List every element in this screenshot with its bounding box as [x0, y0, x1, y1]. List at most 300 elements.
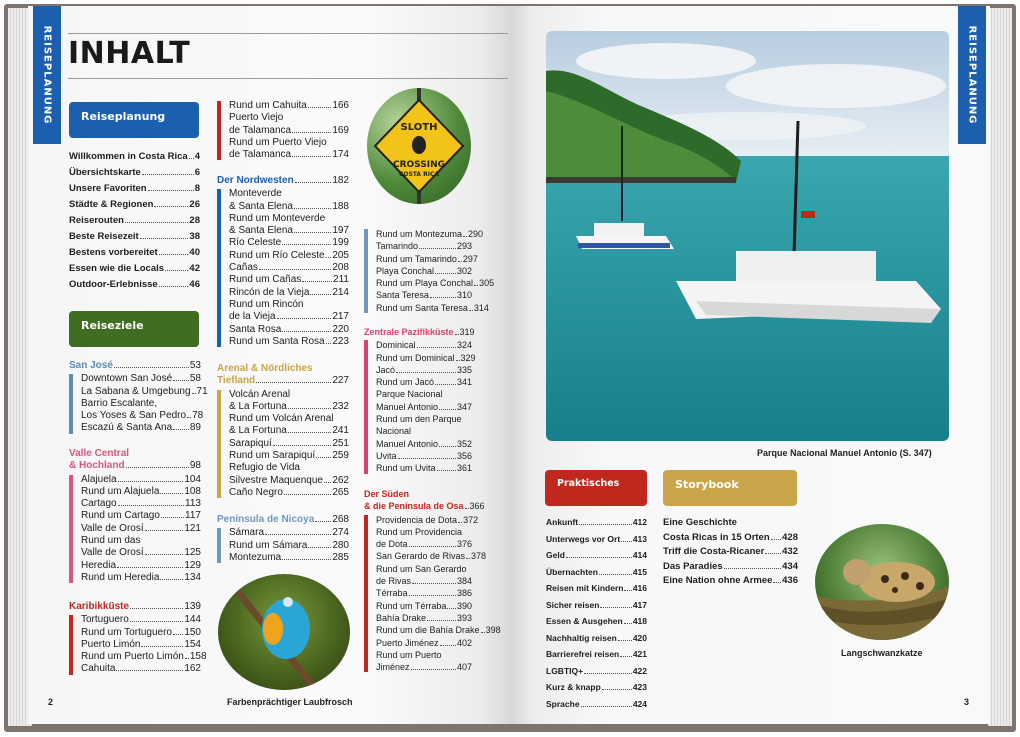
toc-entry[interactable]: [376, 450, 472, 462]
dot-leader: [259, 269, 331, 270]
toc-entry[interactable]: [81, 651, 207, 663]
dot-leader: [315, 521, 331, 522]
toc-entry-page: 324: [456, 340, 472, 351]
toc-region-heading[interactable]: [217, 363, 349, 375]
toc-entry[interactable]: [69, 245, 200, 261]
toc-entry[interactable]: [663, 531, 798, 546]
toc-entry[interactable]: [229, 225, 349, 237]
dot-leader: [427, 620, 456, 621]
toc-entry-page: 214: [332, 286, 349, 298]
toc-region-entries: [69, 614, 207, 675]
toc-region-page: 319: [459, 327, 475, 337]
toc-entry-page: 398: [485, 625, 501, 636]
toc-entry-title: Silvestre Maquenque: [229, 474, 323, 486]
toc-entry-title: Térraba: [376, 588, 408, 599]
toc-entry[interactable]: [81, 474, 201, 486]
toc-entry-title: Barrio Escalante,: [81, 397, 158, 409]
toc-entry[interactable]: [229, 527, 349, 539]
toc-entry[interactable]: [546, 679, 647, 696]
toc-entry-page: 71: [196, 385, 208, 397]
toc-entry[interactable]: [81, 498, 201, 510]
toc-entry[interactable]: [81, 486, 201, 498]
toc-entry[interactable]: [376, 462, 472, 474]
toc-storybook: [663, 516, 798, 589]
toc-entry-page: 424: [632, 698, 647, 709]
toc-entry-title: Das Paradies: [663, 560, 723, 572]
toc-entry[interactable]: [229, 250, 349, 262]
dot-leader: [277, 318, 332, 319]
toc-entry[interactable]: [69, 165, 200, 181]
toc-entry-page: 302: [456, 265, 472, 276]
toc-entry[interactable]: [376, 526, 472, 538]
toc-entry-title: Puerto Limón: [81, 638, 141, 650]
toc-entry-title: Valle de Orosí: [81, 522, 144, 534]
toc-region-title: Valle Central: [69, 448, 130, 459]
region-color-bar: [217, 528, 221, 563]
toc-entry[interactable]: [229, 552, 349, 564]
toc-entry-page: 372: [463, 514, 479, 525]
toc-entry[interactable]: [81, 547, 201, 559]
toc-entry-title: Rund um Río Celeste: [229, 249, 325, 261]
dot-leader: [282, 559, 331, 560]
toc-entry-title: Volcán Arenal: [229, 388, 291, 400]
dot-leader: [284, 494, 331, 495]
toc-region-heading[interactable]: [364, 326, 475, 338]
toc-entry-page: 335: [456, 364, 472, 375]
dot-leader: [130, 608, 183, 609]
region-color-bar: [364, 229, 368, 313]
toc-entry[interactable]: [229, 311, 349, 323]
toc-entry[interactable]: [229, 262, 349, 274]
toc-entry-title: Rund um Puerto Limón: [81, 651, 184, 663]
main-photo-caption: Parque Nacional Manuel Antonio (S. 347): [757, 448, 932, 458]
toc-entry[interactable]: [229, 149, 349, 161]
toc-entry[interactable]: [546, 597, 647, 614]
toc-entry[interactable]: [81, 614, 201, 626]
toc-entry[interactable]: [81, 510, 201, 522]
toc-entry[interactable]: [376, 425, 472, 437]
toc-group-arenal: [217, 363, 349, 499]
toc-entry-page: 259: [332, 450, 349, 462]
toc-entry[interactable]: [229, 450, 349, 462]
toc-entry-page: 285: [332, 551, 349, 563]
toc-entry-page: 134: [184, 571, 201, 583]
toc-entry-page: 223: [332, 335, 349, 347]
toc-entry-page: 232: [332, 400, 349, 412]
toc-entry-page: 169: [332, 124, 349, 136]
toc-entry[interactable]: [376, 649, 472, 661]
toc-region-heading[interactable]: [69, 360, 201, 372]
toc-entry[interactable]: [376, 624, 501, 636]
toc-entry[interactable]: [546, 646, 647, 663]
toc-entry-title: Beste Reisezeit: [69, 231, 139, 242]
toc-entry[interactable]: [229, 100, 349, 112]
toc-entry[interactable]: [229, 487, 349, 499]
dot-leader: [474, 285, 478, 286]
toc-entry-title: Valle de Orosí: [81, 547, 144, 559]
dot-leader: [411, 669, 456, 670]
toc-region-entries: [217, 389, 349, 500]
dot-leader: [256, 382, 331, 383]
toc-region-heading[interactable]: [364, 488, 472, 500]
toc-entry[interactable]: [546, 696, 647, 713]
toc-entry[interactable]: [376, 277, 495, 289]
toc-region-page: 227: [332, 375, 349, 387]
dot-leader: [294, 208, 331, 209]
toc-entry[interactable]: [376, 388, 472, 400]
toc-entry-page: 436: [782, 575, 798, 586]
toc-entry[interactable]: [546, 613, 647, 630]
toc-entry[interactable]: [69, 229, 200, 245]
toc-entry-title: Rund um Térraba: [376, 600, 447, 611]
toc-entry[interactable]: [229, 125, 349, 137]
dot-leader: [310, 294, 331, 295]
toc-entry-page: 113: [185, 498, 201, 510]
section-header-praktisches: Praktisches: [545, 470, 647, 506]
dot-leader: [308, 547, 331, 548]
toc-entry[interactable]: [229, 462, 349, 474]
toc-entry[interactable]: [376, 538, 472, 550]
toc-entry-title: de Talamanca: [229, 149, 292, 161]
dot-leader: [308, 107, 331, 108]
toc-entry-page: 208: [332, 262, 349, 274]
dot-leader: [173, 634, 183, 635]
toc-entry-page: 205: [332, 249, 349, 261]
toc-entry[interactable]: [81, 523, 201, 535]
dot-leader: [141, 646, 183, 647]
toc-entry-page: 274: [332, 527, 349, 539]
toc-group-nordwesten: [217, 175, 349, 348]
dot-leader: [458, 261, 462, 262]
toc-entry-title: & La Fortuna: [229, 425, 287, 437]
toc-entry-page: 158: [189, 651, 207, 663]
toc-entry-title: Bestens vorbereitet: [69, 247, 158, 258]
toc-entry[interactable]: [81, 663, 201, 675]
toc-entry-title: Kurz & knapp: [546, 682, 601, 692]
toc-entry-page: 329: [460, 352, 476, 363]
toc-entry[interactable]: [663, 545, 798, 560]
toc-entry-title: Downtown San José: [81, 373, 173, 385]
toc-entry-title: Rund um Heredia: [81, 571, 160, 583]
toc-region-page: 139: [184, 601, 201, 612]
section-tab-right[interactable]: [958, 6, 986, 144]
toc-entry[interactable]: [376, 352, 476, 364]
toc-entry[interactable]: [546, 531, 647, 548]
toc-entry[interactable]: [376, 550, 487, 562]
toc-group-karibikkueste: [69, 601, 207, 676]
toc-entry[interactable]: [229, 274, 349, 286]
dot-leader: [435, 384, 456, 385]
toc-entry-page: 78: [192, 410, 204, 422]
dot-leader: [419, 248, 456, 249]
toc-entry[interactable]: [69, 149, 200, 165]
region-color-bar: [364, 340, 368, 473]
toc-entry-title: Los Yoses & San Pedro: [81, 410, 187, 422]
toc-entry-page: 352: [456, 438, 472, 449]
dot-leader: [621, 541, 632, 542]
toc-entry[interactable]: [69, 261, 200, 277]
toc-region-heading[interactable]: [217, 175, 349, 187]
toc-entry-page: 407: [456, 662, 472, 673]
toc-entry-title: Heredia: [81, 559, 117, 571]
toc-entry-page: 188: [332, 200, 349, 212]
toc-entry-page: 262: [332, 474, 349, 486]
toc-entry-title: Jiménez: [376, 662, 410, 673]
region-color-bar: [217, 101, 221, 160]
toc-entry-page: 220: [332, 323, 349, 335]
dot-leader: [600, 607, 631, 608]
toc-entry[interactable]: [546, 514, 647, 531]
toc-entry-title: Sprache: [546, 698, 580, 709]
toc-entry[interactable]: [69, 277, 200, 293]
toc-entry-page: 166: [332, 100, 349, 111]
toc-entry-title: Reisen mit Kindern: [546, 583, 624, 593]
toc-entry[interactable]: [663, 560, 798, 575]
frog-caption: Farbenprächtiger Laubfrosch: [227, 697, 353, 707]
toc-entry-title: Providencia de Dota: [376, 514, 458, 525]
dot-leader: [117, 567, 183, 568]
toc-entry-title: Rund um Puerto: [376, 649, 442, 660]
dot-leader: [116, 670, 183, 671]
toc-entry[interactable]: [546, 580, 647, 597]
toc-entry-page: 162: [184, 663, 201, 675]
toc-entry-page: 386: [456, 588, 472, 599]
toc-entry[interactable]: [376, 401, 472, 413]
toc-entry-page: 390: [456, 600, 472, 611]
toc-entry[interactable]: [376, 339, 472, 351]
toc-entry[interactable]: [376, 240, 472, 252]
toc-entry-title: Rund um den Parque: [376, 414, 462, 425]
dot-leader: [324, 482, 331, 483]
dot-leader: [316, 457, 331, 458]
dot-leader: [771, 539, 781, 540]
toc-entry[interactable]: [81, 373, 201, 385]
toc-entry-title: Ankunft: [546, 517, 579, 527]
toc-entry-title: Unterwegs vor Ort: [546, 533, 621, 544]
toc-entry-page: 305: [479, 278, 495, 289]
dot-leader: [724, 568, 781, 569]
toc-entry[interactable]: [229, 137, 349, 149]
toc-entry[interactable]: [663, 516, 798, 531]
section-tab-label: REISEPLANUNG: [966, 25, 978, 125]
toc-entry-page: 402: [456, 637, 472, 648]
toc-entry[interactable]: [81, 627, 201, 639]
page-number-right: 3: [964, 697, 970, 707]
toc-entry-title: Willkommen in Costa Rica: [69, 151, 188, 162]
toc-entry[interactable]: [69, 197, 200, 213]
section-header-storybook: Storybook: [663, 470, 797, 506]
toc-entry[interactable]: [546, 547, 647, 564]
dot-leader: [409, 546, 456, 547]
dot-leader: [326, 343, 332, 344]
toc-entry-title: Puerto Jiménez: [376, 637, 439, 648]
toc-entry[interactable]: [229, 438, 349, 450]
toc-entry-title: Tortuguero: [81, 614, 129, 626]
toc-entry-page: 117: [185, 510, 201, 522]
toc-entry[interactable]: [229, 213, 349, 225]
toc-entry[interactable]: [229, 324, 349, 336]
toc-entry[interactable]: [229, 237, 349, 249]
dot-leader: [326, 257, 332, 258]
region-color-bar: [217, 390, 221, 499]
toc-region-entries: [364, 228, 495, 314]
dot-leader: [765, 553, 781, 554]
toc-entry[interactable]: [376, 612, 472, 624]
region-color-bar: [217, 189, 221, 347]
toc-entry-title: Rund um Jacó: [376, 377, 435, 388]
toc-entry[interactable]: [229, 475, 349, 487]
toc-entry-title: Rund um Uvita: [376, 463, 436, 474]
toc-entry[interactable]: [229, 389, 349, 401]
toc-entry[interactable]: [663, 574, 798, 589]
toc-entry[interactable]: [229, 413, 349, 425]
toc-entry-title: Rund um Santa Rosa: [229, 335, 325, 347]
toc-entry-page: 297: [462, 253, 478, 264]
toc-entry-title: Rund um das: [81, 535, 141, 547]
toc-entry-title: Sámara: [229, 527, 265, 539]
toc-region-heading[interactable]: [69, 448, 201, 460]
region-color-bar: [364, 515, 368, 673]
toc-entry-page: 121: [184, 522, 201, 534]
toc-entry-page: 38: [189, 231, 200, 242]
toc-entry[interactable]: [81, 639, 201, 651]
wild-cat-icon: [815, 524, 949, 640]
toc-entry-title: Puerto Viejo: [229, 112, 284, 124]
toc-region-entries: [217, 100, 349, 161]
toc-entry[interactable]: [376, 600, 472, 612]
toc-region-heading[interactable]: [69, 460, 201, 472]
toc-region-heading[interactable]: [217, 514, 349, 526]
toc-entry[interactable]: [376, 563, 472, 575]
toc-region-page: 268: [332, 514, 349, 525]
toc-region-title: Península de Nicoya: [217, 514, 315, 525]
toc-entry-title: Caño Negro: [229, 486, 283, 498]
toc-entry[interactable]: [376, 637, 472, 649]
dot-leader: [465, 508, 469, 509]
dot-leader: [265, 534, 331, 535]
toc-entry-page: 415: [632, 566, 647, 577]
svg-text:COSTA RICA: COSTA RICA: [398, 171, 440, 178]
toc-entry[interactable]: [376, 265, 472, 277]
toc-entry-title: Essen & Ausgehen: [546, 616, 623, 626]
toc-praktisches: [546, 514, 647, 712]
dot-leader: [773, 582, 781, 583]
toc-entry[interactable]: [229, 425, 349, 437]
toc-entry-page: 412: [632, 517, 647, 527]
margay-cat-photo: [815, 524, 949, 640]
toc-entry-page: 28: [189, 215, 200, 226]
toc-entry[interactable]: [229, 299, 349, 311]
toc-entry[interactable]: [81, 410, 204, 422]
toc-entry[interactable]: [376, 575, 472, 587]
dot-leader: [455, 334, 459, 335]
toc-entry[interactable]: [229, 401, 349, 413]
toc-entry[interactable]: [81, 535, 201, 547]
toc-entry-title: de Dota: [376, 539, 408, 550]
toc-entry[interactable]: [376, 514, 479, 526]
toc-entry[interactable]: [376, 587, 472, 599]
toc-region-title: Arenal & Nördliches: [217, 363, 313, 374]
toc-region-page: 53: [189, 360, 201, 371]
toc-entry[interactable]: [376, 376, 472, 388]
toc-entry-title: Übersichtskarte: [69, 167, 141, 178]
toc-entry[interactable]: [546, 663, 647, 680]
toc-entry-page: 265: [332, 486, 349, 498]
toc-entry-title: Escazú & Santa Ana: [81, 422, 173, 434]
page-number-left: 2: [48, 697, 54, 707]
toc-entry[interactable]: [546, 630, 647, 647]
toc-entry-title: Rund um Cañas: [229, 274, 302, 286]
toc-entry-page: 378: [471, 551, 487, 562]
toc-entry-title: Essen wie die Locals: [69, 263, 165, 274]
toc-entry-page: 42: [189, 263, 200, 274]
toc-entry[interactable]: [69, 181, 200, 197]
dot-leader: [599, 574, 632, 575]
dot-leader: [187, 417, 191, 418]
toc-region-entries: [217, 188, 349, 348]
toc-group-sueden: [364, 488, 501, 673]
toc-entry[interactable]: [229, 336, 349, 348]
toc-entry-title: Refugio de Vida: [229, 462, 300, 474]
toc-entry[interactable]: [376, 413, 472, 425]
toc-entry[interactable]: [229, 201, 349, 213]
toc-region-heading[interactable]: [364, 500, 485, 512]
toc-entry[interactable]: [376, 253, 478, 265]
toc-region-heading[interactable]: [217, 375, 349, 387]
toc-region-entries: [217, 527, 349, 564]
toc-entry-page: 434: [782, 560, 798, 572]
section-tab-left[interactable]: [33, 6, 61, 144]
toc-entry[interactable]: [81, 560, 201, 572]
toc-entry[interactable]: [376, 289, 472, 301]
toc-entry-title: Tamarindo: [376, 241, 419, 252]
toc-entry[interactable]: [229, 112, 349, 124]
toc-entry-page: 376: [456, 539, 472, 550]
toc-entry[interactable]: [376, 438, 472, 450]
toc-entry-title: Eine Geschichte: [663, 517, 737, 528]
toc-entry-title: de Rivas: [376, 576, 412, 587]
toc-entry[interactable]: [376, 364, 472, 376]
dot-leader: [294, 232, 331, 233]
toc-entry[interactable]: [81, 422, 201, 434]
toc-region-heading[interactable]: [69, 601, 201, 613]
toc-entry-page: 26: [189, 199, 200, 210]
dot-leader: [396, 372, 456, 373]
dot-leader: [192, 393, 196, 394]
toc-entry[interactable]: [376, 661, 472, 673]
toc-entry[interactable]: [546, 564, 647, 581]
toc-entry[interactable]: [81, 398, 201, 410]
toc-entry-title: Monteverde: [229, 188, 282, 200]
toc-entry-page: 413: [632, 533, 647, 544]
toc-entry-title: Río Celeste: [229, 237, 282, 249]
dot-leader: [430, 297, 456, 298]
toc-entry-title: Alajuela: [81, 473, 117, 485]
toc-entry[interactable]: [81, 385, 208, 398]
toc-entry[interactable]: [69, 213, 200, 229]
toc-entry[interactable]: [81, 572, 201, 584]
toc-entry[interactable]: [229, 287, 349, 299]
toc-region-entries: [69, 474, 201, 585]
tree-frog-photo: [218, 574, 350, 690]
toc-entry[interactable]: [376, 228, 484, 240]
dot-leader: [142, 174, 194, 175]
toc-entry[interactable]: [229, 540, 349, 552]
toc-entry[interactable]: [376, 302, 489, 314]
toc-entry-title: Santa Teresa: [376, 290, 429, 301]
toc-entry[interactable]: [229, 188, 349, 200]
dot-leader: [481, 632, 485, 633]
